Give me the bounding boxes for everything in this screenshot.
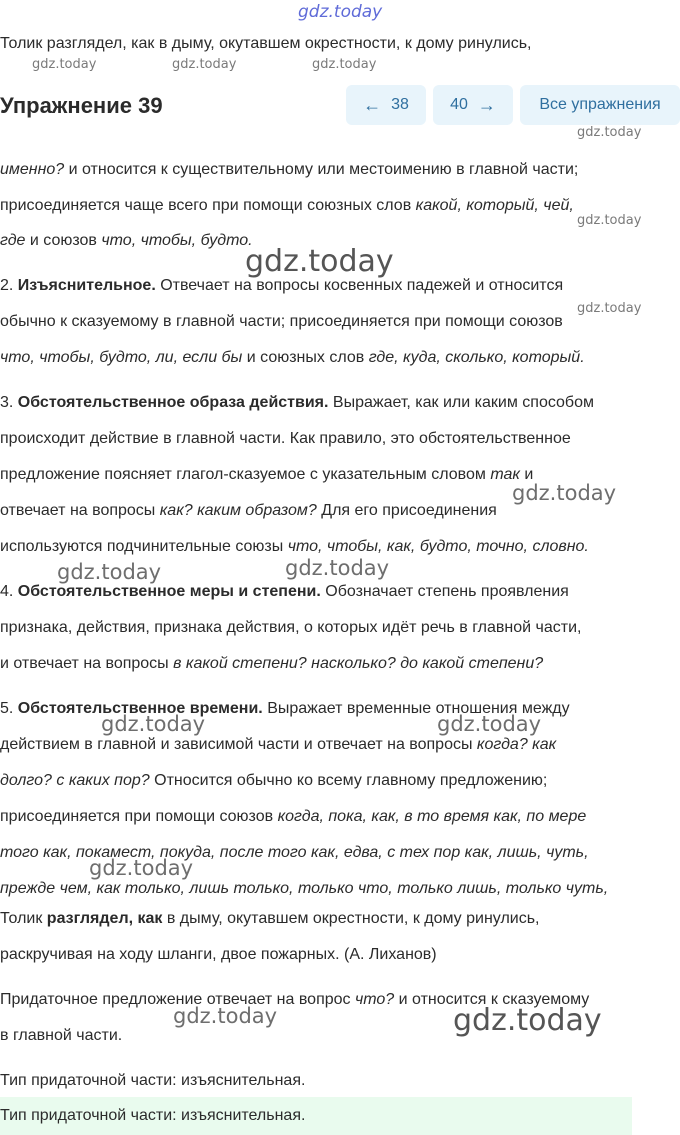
theory-line: присоединяется чаще всего при помощи союзных слов какой, который, чей, (0, 197, 574, 214)
theory-line: именно? и относится к существительному или местоимению в главной части; (0, 161, 579, 178)
watermark: gdz.today (101, 712, 206, 736)
theory-line: используются подчинительные союзы что, чтобы, как, будто, точно, словно. (0, 538, 589, 555)
intro-line: Толик разглядел, как в дыму, окутавшем окрестности, к дому ринулись, (0, 35, 532, 52)
type-line: Тип придаточной части: изъяснительная. (0, 1072, 306, 1089)
next-exercise-button[interactable] (433, 85, 513, 125)
theory-line: происходит действие в главной части. Как правило, это обстоятельственное (0, 430, 571, 447)
theory-line: 5. Обстоятельственное времени. Выражает временные отношения между (0, 700, 570, 717)
watermark: gdz.today (172, 57, 237, 72)
theory-line: прежде чем, как только, лишь только, только что, только лишь, только чуть, (0, 880, 609, 897)
prev-exercise-button[interactable] (346, 85, 426, 125)
watermark: gdz.today (245, 244, 394, 279)
theory-line: 4. Обстоятельственное меры и степени. Обозначает степень проявления (0, 583, 569, 600)
explanation-line: в главной части. (0, 1027, 123, 1044)
all-exercises-button[interactable] (520, 85, 680, 125)
watermark: gdz.today (437, 712, 542, 736)
watermark: gdz.today (173, 1004, 278, 1028)
example-sentence-line: раскручивая на ходу шланги, двое пожарных. (А. Лиханов) (0, 946, 437, 963)
watermark: gdz.today (89, 856, 194, 880)
arrow-left-icon: ← (363, 94, 382, 115)
theory-line: отвечает на вопросы как? каким образом? Для его присоединения (0, 502, 497, 519)
watermark: gdz.today (577, 125, 642, 140)
watermark: gdz.today (312, 57, 377, 72)
theory-line: предложение поясняет глагол-сказуемое с указательным словом так и (0, 466, 534, 483)
watermark: gdz.today (512, 481, 617, 505)
theory-line: обычно к сказуемому в главной части; присоединяется при помощи союзов (0, 313, 563, 330)
watermark: gdz.today (577, 213, 642, 228)
watermark: gdz.today (577, 301, 642, 316)
theory-line: присоединяется при помощи союзов когда, пока, как, в то время как, по мере (0, 808, 587, 825)
prev-exercise-label: 38 (391, 96, 409, 113)
theory-line: что, чтобы, будто, ли, если бы и союзных слов где, куда, сколько, который. (0, 349, 585, 366)
theory-line: долго? с каких пор? Относится обычно ко всему главному предложению; (0, 772, 548, 789)
example-sentence-line: Толик разглядел, как в дыму, окутавшем окрестности, к дому ринулись, (0, 910, 540, 927)
explanation-line: Придаточное предложение отвечает на вопрос что? и относится к сказуемому (0, 991, 590, 1008)
answer-line: Тип придаточной части: изъяснительная. (0, 1107, 306, 1124)
theory-line: признака, действия, признака действия, о которых идёт речь в главной части, (0, 619, 582, 636)
theory-line: где и союзов что, чтобы, будто. (0, 232, 253, 249)
watermark: gdz.today (453, 1003, 602, 1038)
theory-line: и отвечает на вопросы в какой степени? насколько? до какой степени? (0, 655, 544, 672)
theory-line: 3. Обстоятельственное образа действия. Выражает, как или каким способом (0, 394, 594, 411)
watermark-top: gdz.today (298, 2, 383, 22)
all-exercises-label: Все упражнения (539, 96, 661, 113)
watermark: gdz.today (285, 556, 390, 580)
next-exercise-label: 40 (450, 96, 468, 113)
theory-line: действием в главной и зависимой части и отвечает на вопросы когда? как (0, 736, 557, 753)
watermark: gdz.today (32, 57, 97, 72)
theory-line: того как, покамест, покуда, после того как, едва, с тех пор как, лишь, чуть, (0, 844, 589, 861)
page-title: Упражнение 39 (0, 93, 163, 118)
theory-line: 2. Изъяснительное. Отвечает на вопросы косвенных падежей и относится (0, 277, 564, 294)
watermark: gdz.today (57, 560, 162, 584)
arrow-right-icon: → (477, 94, 496, 115)
